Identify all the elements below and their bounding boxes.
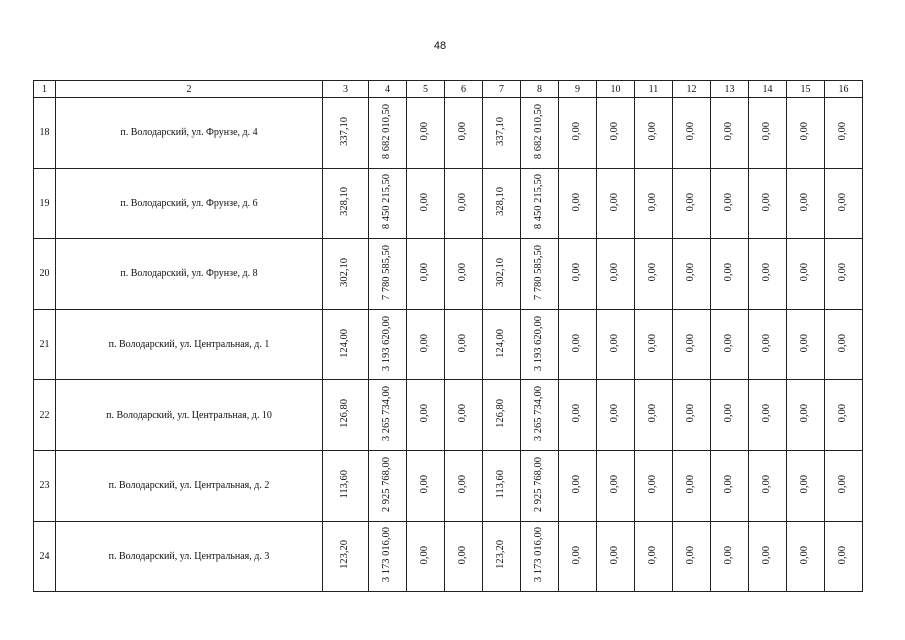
cell-col-14: 0,00 — [749, 450, 787, 521]
header-cell: 12 — [673, 81, 711, 98]
address-cell: п. Володарский, ул. Центральная, д. 1 — [56, 309, 323, 380]
cell-col-7: 113,60 — [483, 450, 521, 521]
address-cell: п. Володарский, ул. Фрунзе, д. 6 — [56, 168, 323, 239]
cell-col-3: 126,80 — [323, 380, 369, 451]
table-row — [34, 521, 863, 592]
cell-col-5: 0,00 — [407, 380, 445, 451]
cell-col-10: 0,00 — [597, 450, 635, 521]
header-cell: 10 — [597, 81, 635, 98]
header-cell: 13 — [711, 81, 749, 98]
table-row — [34, 380, 863, 451]
cell-col-5: 0,00 — [407, 450, 445, 521]
address-cell: п. Володарский, ул. Центральная, д. 10 — [56, 380, 323, 451]
header-cell: 15 — [787, 81, 825, 98]
cell-col-9: 0,00 — [559, 450, 597, 521]
header-cell: 8 — [521, 81, 559, 98]
cell-col-12: 0,00 — [673, 98, 711, 169]
cell-col-11: 0,00 — [635, 239, 673, 310]
cell-col-13: 0,00 — [711, 239, 749, 310]
row-number: 24 — [34, 521, 56, 592]
row-number: 23 — [34, 450, 56, 521]
cell-col-12: 0,00 — [673, 521, 711, 592]
cell-col-10: 0,00 — [597, 239, 635, 310]
cell-col-9: 0,00 — [559, 239, 597, 310]
cell-col-12: 0,00 — [673, 168, 711, 239]
cell-col-9: 0,00 — [559, 168, 597, 239]
address-cell: п. Володарский, ул. Фрунзе, д. 4 — [56, 98, 323, 169]
cell-col-12: 0,00 — [673, 309, 711, 380]
cell-col-7: 302,10 — [483, 239, 521, 310]
cell-col-12: 0,00 — [673, 450, 711, 521]
cell-col-3: 302,10 — [323, 239, 369, 310]
header-cell: 6 — [445, 81, 483, 98]
cell-col-3: 113,60 — [323, 450, 369, 521]
table-row — [34, 309, 863, 380]
cell-col-4: 8 450 215,50 — [369, 168, 407, 239]
cell-col-15: 0,00 — [787, 309, 825, 380]
header-cell: 4 — [369, 81, 407, 98]
cell-col-6: 0,00 — [445, 521, 483, 592]
cell-col-9: 0,00 — [559, 98, 597, 169]
page-number: 48 — [433, 40, 447, 52]
data-table — [33, 80, 863, 592]
cell-col-4: 3 193 620,00 — [369, 309, 407, 380]
cell-col-15: 0,00 — [787, 168, 825, 239]
row-number: 20 — [34, 239, 56, 310]
cell-col-9: 0,00 — [559, 380, 597, 451]
cell-col-13: 0,00 — [711, 380, 749, 451]
cell-col-10: 0,00 — [597, 98, 635, 169]
cell-col-16: 0,00 — [825, 239, 863, 310]
address-cell: п. Володарский, ул. Центральная, д. 3 — [56, 521, 323, 592]
row-number: 18 — [34, 98, 56, 169]
cell-col-4: 3 173 016,00 — [369, 521, 407, 592]
header-cell: 14 — [749, 81, 787, 98]
cell-col-11: 0,00 — [635, 380, 673, 451]
cell-col-9: 0,00 — [559, 309, 597, 380]
cell-col-5: 0,00 — [407, 98, 445, 169]
cell-col-14: 0,00 — [749, 98, 787, 169]
cell-col-11: 0,00 — [635, 309, 673, 380]
cell-col-3: 123,20 — [323, 521, 369, 592]
cell-col-14: 0,00 — [749, 309, 787, 380]
cell-col-7: 123,20 — [483, 521, 521, 592]
cell-col-3: 328,10 — [323, 168, 369, 239]
cell-col-12: 0,00 — [673, 239, 711, 310]
cell-col-13: 0,00 — [711, 521, 749, 592]
cell-col-14: 0,00 — [749, 521, 787, 592]
header-cell: 3 — [323, 81, 369, 98]
cell-col-10: 0,00 — [597, 521, 635, 592]
cell-col-3: 124,00 — [323, 309, 369, 380]
cell-col-8: 7 780 585,50 — [521, 239, 559, 310]
cell-col-15: 0,00 — [787, 239, 825, 310]
header-cell: 11 — [635, 81, 673, 98]
cell-col-7: 126,80 — [483, 380, 521, 451]
cell-col-16: 0,00 — [825, 380, 863, 451]
cell-col-11: 0,00 — [635, 450, 673, 521]
cell-col-4: 7 780 585,50 — [369, 239, 407, 310]
cell-col-14: 0,00 — [749, 168, 787, 239]
cell-col-14: 0,00 — [749, 380, 787, 451]
cell-col-15: 0,00 — [787, 98, 825, 169]
row-number: 19 — [34, 168, 56, 239]
cell-col-15: 0,00 — [787, 450, 825, 521]
cell-col-4: 8 682 010,50 — [369, 98, 407, 169]
header-cell: 1 — [34, 81, 56, 98]
header-cell: 2 — [56, 81, 323, 98]
address-cell: п. Володарский, ул. Фрунзе, д. 8 — [56, 239, 323, 310]
header-cell: 7 — [483, 81, 521, 98]
cell-col-7: 337,10 — [483, 98, 521, 169]
cell-col-10: 0,00 — [597, 380, 635, 451]
header-cell: 5 — [407, 81, 445, 98]
cell-col-15: 0,00 — [787, 380, 825, 451]
cell-col-13: 0,00 — [711, 450, 749, 521]
cell-col-11: 0,00 — [635, 168, 673, 239]
cell-col-6: 0,00 — [445, 309, 483, 380]
row-number: 21 — [34, 309, 56, 380]
cell-col-16: 0,00 — [825, 309, 863, 380]
table-row — [34, 98, 863, 169]
cell-col-10: 0,00 — [597, 168, 635, 239]
cell-col-8: 2 925 768,00 — [521, 450, 559, 521]
header-cell: 9 — [559, 81, 597, 98]
header-cell: 16 — [825, 81, 863, 98]
cell-col-10: 0,00 — [597, 309, 635, 380]
cell-col-11: 0,00 — [635, 521, 673, 592]
cell-col-15: 0,00 — [787, 521, 825, 592]
cell-col-3: 337,10 — [323, 98, 369, 169]
cell-col-14: 0,00 — [749, 239, 787, 310]
header-row — [34, 81, 863, 98]
cell-col-5: 0,00 — [407, 239, 445, 310]
cell-col-8: 8 682 010,50 — [521, 98, 559, 169]
cell-col-8: 3 193 620,00 — [521, 309, 559, 380]
cell-col-5: 0,00 — [407, 168, 445, 239]
cell-col-16: 0,00 — [825, 168, 863, 239]
cell-col-6: 0,00 — [445, 380, 483, 451]
cell-col-5: 0,00 — [407, 309, 445, 380]
cell-col-8: 3 265 734,00 — [521, 380, 559, 451]
cell-col-8: 8 450 215,50 — [521, 168, 559, 239]
cell-col-13: 0,00 — [711, 168, 749, 239]
cell-col-13: 0,00 — [711, 98, 749, 169]
cell-col-7: 328,10 — [483, 168, 521, 239]
cell-col-8: 3 173 016,00 — [521, 521, 559, 592]
cell-col-6: 0,00 — [445, 239, 483, 310]
cell-col-16: 0,00 — [825, 450, 863, 521]
address-cell: п. Володарский, ул. Центральная, д. 2 — [56, 450, 323, 521]
cell-col-6: 0,00 — [445, 168, 483, 239]
cell-col-7: 124,00 — [483, 309, 521, 380]
row-number: 22 — [34, 380, 56, 451]
cell-col-4: 2 925 768,00 — [369, 450, 407, 521]
cell-col-11: 0,00 — [635, 98, 673, 169]
cell-col-16: 0,00 — [825, 521, 863, 592]
table-row — [34, 450, 863, 521]
table-row — [34, 239, 863, 310]
cell-col-6: 0,00 — [445, 98, 483, 169]
table-row — [34, 168, 863, 239]
cell-col-9: 0,00 — [559, 521, 597, 592]
cell-col-13: 0,00 — [711, 309, 749, 380]
cell-col-16: 0,00 — [825, 98, 863, 169]
cell-col-4: 3 265 734,00 — [369, 380, 407, 451]
cell-col-6: 0,00 — [445, 450, 483, 521]
cell-col-12: 0,00 — [673, 380, 711, 451]
cell-col-5: 0,00 — [407, 521, 445, 592]
